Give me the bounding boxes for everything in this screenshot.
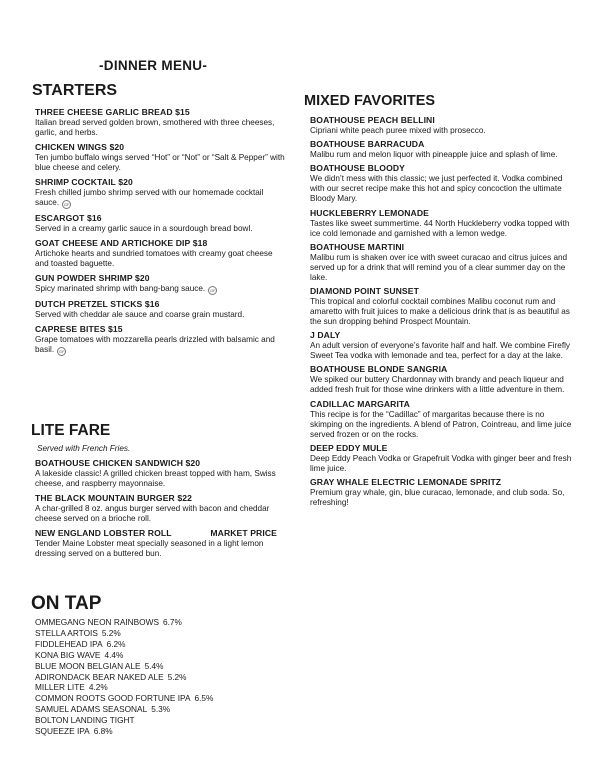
item-description-text: Malibu rum and melon liquor with pineapple juice and splash of lime. (310, 150, 558, 160)
menu-item (310, 477, 576, 508)
lite-fare-list (35, 443, 287, 563)
beer-abv: 4.2% (88, 682, 108, 693)
item-description (35, 249, 287, 269)
item-name: GRAY WHALE ELECTRIC LEMONADE SPRITZ (310, 476, 502, 487)
item-description (35, 504, 287, 524)
item-name: ESCARGOT $16 (35, 213, 102, 223)
item-description-text: Grape tomatoes with mozzarella pearls drizzled with balsamic and basil. (35, 335, 275, 354)
mixed-favorites-heading: MIXED FAVORITES (304, 93, 436, 109)
beer-row (35, 628, 287, 639)
beer-name: OMMEGANG NEON RAINBOWS (35, 617, 159, 627)
menu-item (310, 443, 576, 474)
beer-row (35, 726, 287, 737)
beer-name: FIDDLEHEAD IPA (35, 638, 103, 649)
item-description-text: Spicy marinated shrimp with bang-bang sauce. (35, 284, 206, 293)
item-description (310, 488, 576, 508)
gluten-free-icon: GF (63, 202, 70, 207)
item-description (35, 284, 287, 295)
item-description (310, 454, 576, 474)
item-description-text: Ten jumbo buffalo wings served “Hot” or “Not” or “Salt & Pepper” with blue cheese and celery. (35, 153, 285, 172)
item-name: THREE CHEESE GARLIC BREAD $15 (35, 107, 190, 117)
item-description (35, 310, 287, 320)
item-description (310, 410, 576, 440)
menu-item (310, 242, 576, 283)
item-description (310, 150, 576, 160)
item-description-text: Deep Eddy Peach Vodka or Grapefruit Vodka with ginger beer and fresh lime juice. (310, 453, 572, 473)
item-name: GOAT CHEESE AND ARTICHOKE DIP $18 (35, 238, 208, 248)
beer-row (35, 672, 287, 683)
menu-item (310, 364, 576, 395)
menu-item (35, 528, 287, 559)
beer-row (35, 715, 287, 726)
beer-name: MILLER LITE (35, 682, 85, 693)
menu-item (310, 163, 576, 204)
item-description-text: We spiked our buttery Chardonnay with brandy and peach liqueur and added fresh fruit for those wine drinkers with a little adventure in them. (310, 375, 565, 395)
item-description (35, 469, 287, 489)
menu-item (35, 299, 287, 320)
on-tap-heading: ON TAP (31, 593, 102, 614)
beer-name: SQUEEZE IPA (35, 726, 90, 737)
item-description (310, 297, 576, 327)
item-description (35, 153, 287, 173)
item-name: DIAMOND POINT SUNSET (310, 285, 419, 296)
item-name: SHRIMP COCKTAIL $20 (35, 177, 133, 187)
beer-abv: 4.4% (104, 649, 124, 660)
menu-item (310, 115, 576, 136)
item-description-text: This recipe is for the “Cadillac” of margaritas because there is no skimping on the ingredients. A blend of Patron, Cointreau, and lime juice served frozen or on the rocks. (310, 409, 572, 439)
beer-row (35, 693, 287, 704)
beer-name: BLUE MOON BELGIAN ALE (35, 660, 141, 671)
item-description-text: Tastes like sweet summertime. 44 North Huckleberry vodka topped with ice cold lemonade and garnished with a lemon wedge. (310, 218, 570, 238)
item-name: BOATHOUSE CHICKEN SANDWICH $20 (35, 458, 201, 468)
gluten-free-icon: GF (58, 349, 65, 354)
item-description-text: Served with cheddar ale sauce and coarse grain mustard. (35, 310, 245, 319)
item-name: BOATHOUSE PEACH BELLINI (310, 115, 435, 125)
item-description (35, 118, 287, 138)
mixed-favorites-list (310, 115, 576, 511)
item-description (35, 188, 287, 209)
beer-abv: 6.8% (93, 726, 113, 737)
lite-fare-subtitle: Served with French Fries. (37, 444, 131, 453)
item-name: J DALY (310, 330, 341, 341)
beer-row (35, 617, 287, 628)
menu-item (310, 139, 576, 160)
menu-item (35, 324, 287, 356)
item-description (35, 335, 287, 356)
item-name: BOATHOUSE BLOODY (310, 163, 406, 174)
beer-abv: 5.2% (167, 671, 187, 682)
beer-abv: 5.2% (101, 627, 121, 638)
item-description-text: We didn’t mess with this classic; we just perfected it. Vodka combined with our secret recipe make this hot and spicy concoction the ultimate Bloody Mary. (310, 174, 563, 204)
beer-name: KONA BIG WAVE (35, 649, 101, 660)
beer-name: SAMUEL ADAMS SEASONAL (35, 704, 148, 715)
item-name: DUTCH PRETZEL STICKS $16 (35, 299, 160, 309)
item-description-text: Italian bread served golden brown, smothered with three cheeses, garlic, and herbs. (35, 118, 275, 137)
item-description (310, 174, 576, 204)
item-description (35, 224, 287, 234)
page-title: -DINNER MENU- (99, 58, 208, 73)
item-description-text: Premium gray whale, gin, blue curacao, lemonade, and club soda. So, refreshing! (310, 487, 565, 507)
item-name: GUN POWDER SHRIMP $20 (35, 273, 150, 283)
item-description-text: This tropical and colorful cocktail combines Malibu coconut rum and amaretto with fruit juices to make a delicious drink that is as beautiful as the sun dropping behind Prospect Mountain. (310, 296, 570, 326)
item-name: CHICKEN WINGS $20 (35, 142, 125, 152)
item-name: BOATHOUSE BARRACUDA (310, 139, 425, 150)
menu-item (310, 399, 576, 440)
beer-abv: 6.7% (163, 617, 182, 627)
menu-item (35, 142, 287, 173)
item-description (310, 253, 576, 283)
item-description-text: Fresh chilled jumbo shrimp served with our homemade cocktail sauce. (35, 188, 264, 207)
beer-abv: 6.2% (106, 638, 126, 649)
item-name: HUCKLEBERRY LEMONADE (310, 207, 429, 218)
item-description-text: A lakeside classic! A grilled chicken breast topped with ham, Swiss cheese, and raspberry mayonnaise. (35, 469, 276, 488)
beer-name: BOLTON LANDING TIGHT (35, 715, 135, 726)
menu-item (310, 208, 576, 239)
beer-row (35, 661, 287, 672)
item-name: CADILLAC MARGARITA (310, 398, 410, 409)
item-description-text: Artichoke hearts and sundried tomatoes with creamy goat cheese and toasted baguette. (35, 249, 273, 268)
beer-name: COMMON ROOTS GOOD FORTUNE IPA (35, 693, 191, 704)
beer-abv: 6.5% (194, 693, 214, 704)
beer-abv: 5.3% (151, 704, 171, 715)
beer-name: STELLA ARTOIS (35, 627, 98, 638)
item-name: CAPRESE BITES $15 (35, 324, 123, 334)
item-price: MARKET PRICE (210, 528, 277, 538)
starters-heading: STARTERS (32, 82, 118, 99)
item-description-text: Cipriani white peach puree mixed with prosecco. (310, 126, 486, 135)
beer-row (35, 682, 287, 693)
item-description (310, 341, 576, 361)
on-tap-list (35, 617, 287, 737)
starters-list (35, 107, 287, 360)
item-name: DEEP EDDY MULE (310, 442, 388, 453)
item-description-text: Malibu rum is shaken over ice with sweet curacao and citrus juices and served up for a drink that will remind you of a clear summer day on the lake. (310, 252, 568, 282)
item-name: BOATHOUSE BLONDE SANGRIA (310, 364, 448, 375)
menu-item (35, 273, 287, 295)
lite-fare-heading: LITE FARE (31, 422, 111, 439)
menu-item (35, 177, 287, 209)
menu-item (310, 286, 576, 327)
menu-item (310, 330, 576, 361)
item-description (310, 375, 576, 395)
item-description: Tender Maine Lobster meat specially seasoned in a light lemon dressing served on a buttered bun. (35, 539, 264, 558)
menu-item (35, 107, 287, 138)
beer-row (35, 650, 287, 661)
menu-item (35, 238, 287, 269)
beer-row (35, 704, 287, 715)
menu-item (35, 458, 287, 489)
menu-item (35, 493, 287, 524)
beer-name: ADIRONDACK BEAR NAKED ALE (35, 671, 164, 682)
item-name: BOATHOUSE MARTINI (310, 241, 405, 252)
item-name: THE BLACK MOUNTAIN BURGER $22 (35, 493, 192, 503)
item-description-text: A char-grilled 8 oz. angus burger served with bacon and cheddar cheese served on a brioche roll. (35, 504, 270, 523)
item-description-text: Served in a creamy garlic sauce in a sourdough bread bowl. (35, 224, 253, 233)
beer-abv: 5.4% (144, 660, 164, 671)
beer-row (35, 639, 287, 650)
item-description (310, 126, 576, 136)
item-description (310, 219, 576, 239)
item-name: NEW ENGLAND LOBSTER ROLL (35, 528, 172, 538)
menu-item (35, 213, 287, 234)
gluten-free-icon: GF (209, 288, 216, 293)
item-description-text: An adult version of everyone’s favorite half and half. We combine Firefly Sweet Tea vodka with lemonade and tea, perfect for a day at the lake. (310, 341, 571, 361)
